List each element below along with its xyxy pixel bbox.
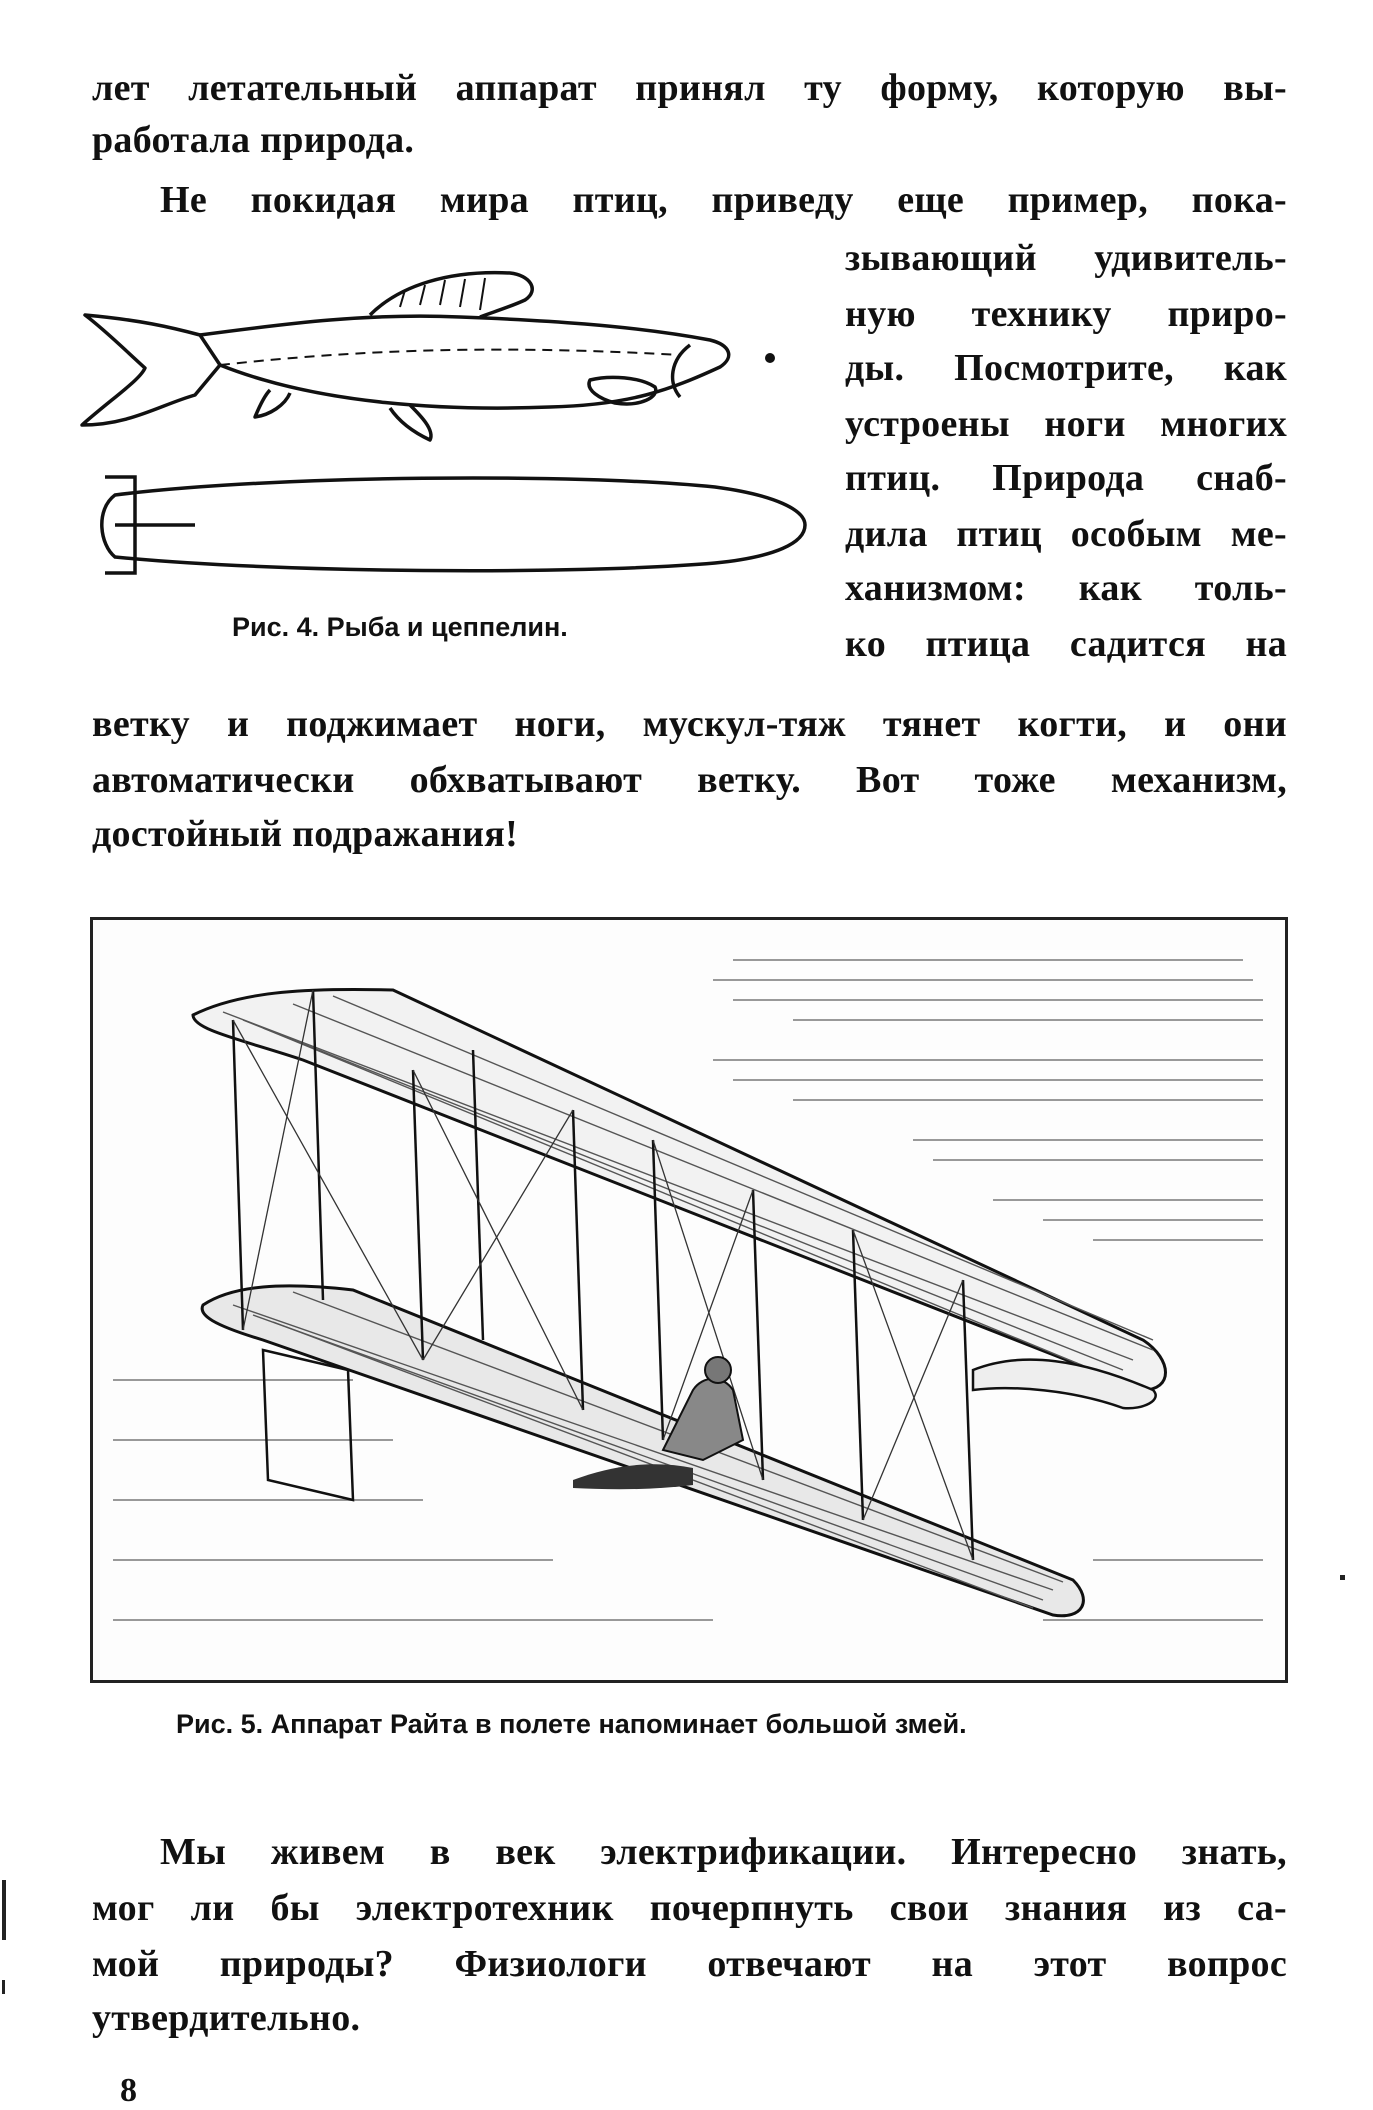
text-line: ветку и поджимает ноги, мускул-тяж тянет когти, и они	[92, 703, 1287, 745]
fish-drawing	[70, 265, 810, 455]
text-line: ную технику приро-	[845, 293, 1287, 335]
wright-glider-drawing	[93, 920, 1285, 1680]
text-line: птиц. Природа снаб-	[845, 457, 1287, 499]
figure-caption: Рис. 5. Аппарат Райта в полете напоминает большой змей.	[176, 1709, 967, 1739]
text-line: Не покидая мира птиц, приведу еще пример, пока-	[160, 179, 1287, 221]
text-line: устроены ноги многих	[845, 403, 1287, 445]
scan-mark	[2, 1980, 5, 1994]
page-number: 8	[120, 2072, 137, 2109]
text-line: зывающий удивитель-	[845, 237, 1287, 279]
text-line: автоматически обхватывают ветку. Вот тоже механизм,	[92, 759, 1287, 801]
figure-5-frame	[90, 917, 1288, 1683]
text-line: мог ли бы электротехник почерпнуть свои знания из са-	[92, 1887, 1287, 1929]
scan-mark	[2, 1880, 6, 1940]
text-line: ханизмом: как толь-	[845, 567, 1287, 609]
figure-caption: Рис. 4. Рыба и цеппелин.	[232, 612, 568, 642]
zeppelin-drawing	[75, 465, 815, 585]
text-line: работала природа.	[92, 119, 415, 161]
scan-mark	[1340, 1575, 1345, 1580]
text-line: лет летательный аппарат принял ту форму, которую вы-	[92, 67, 1287, 109]
text-line: ко птица садится на	[845, 623, 1287, 665]
text-line: мой природы? Физиологи отвечают на этот вопрос	[92, 1943, 1287, 1985]
text-line: дила птиц особым ме-	[845, 513, 1287, 555]
text-line: достойный подражания!	[92, 813, 519, 855]
text-line: Мы живем в век электрификации. Интересно знать,	[160, 1831, 1287, 1873]
text-line: утвердительно.	[92, 1997, 361, 2039]
text-line: ды. Посмотрите, как	[845, 347, 1287, 389]
